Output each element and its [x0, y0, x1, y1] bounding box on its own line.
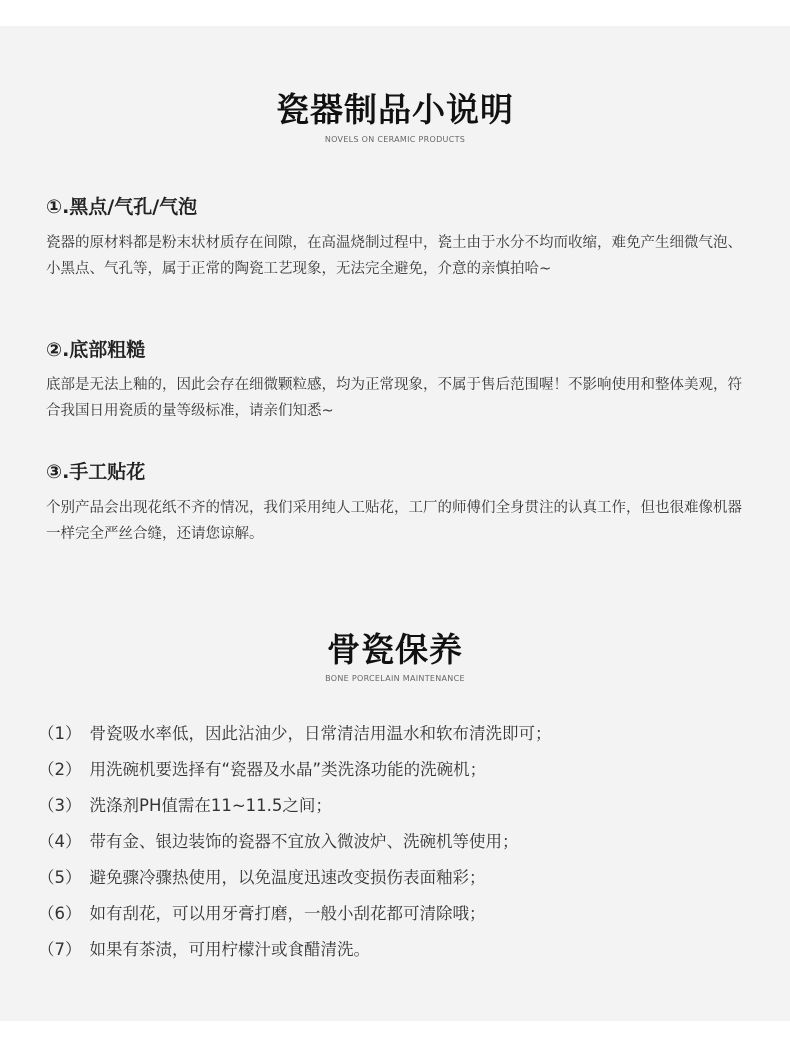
list-item-text: 如果有茶渍，可用柠檬汁或食醋清洗。	[89, 940, 370, 959]
list-item	[38, 936, 552, 972]
list-item-number: （4）	[38, 832, 82, 851]
section-subtitle-bone-china-care: BONE PORCELAIN MAINTENANCE	[325, 674, 465, 683]
list-item-number: （7）	[38, 940, 82, 959]
list-item-number: （3）	[38, 796, 82, 815]
list-item-text: 如有刮花，可以用牙膏打磨，一般小刮花都可清除哦；	[89, 904, 486, 923]
list-item-number: （1）	[38, 724, 82, 743]
list-item-number: （6）	[38, 904, 82, 923]
list-item	[38, 792, 552, 828]
note-heading-black-spots: ①.黑点/气孔/气泡	[46, 196, 198, 218]
section-title-bone-china-care: 骨瓷保养	[327, 630, 463, 669]
list-item	[38, 864, 552, 900]
list-item-text: 带有金、银边装饰的瓷器不宜放入微波炉、洗碗机等使用；	[89, 832, 519, 851]
note-heading-rough-bottom: ②.底部粗糙	[46, 339, 146, 361]
section-subtitle-ceramic-notes: NOVELS ON CERAMIC PRODUCTS	[324, 135, 466, 144]
list-item	[38, 900, 552, 936]
section-title-ceramic-notes: 瓷器制品小说明	[276, 90, 514, 129]
note-body-hand-decal: 个别产品会出现花纸不齐的情况，我们采用纯人工贴花，工厂的师傅们全身贯注的认真工作，但也很难像机器一样完全严丝合缝，还请您谅解。	[46, 500, 742, 542]
care-instructions-list	[38, 720, 552, 972]
list-item-text: 骨瓷吸水率低，因此沾油少，日常清洁用温水和软布清洗即可；	[89, 724, 552, 743]
note-body-black-spots: 瓷器的原材料都是粉末状材质存在间隙，在高温烧制过程中，瓷土由于水分不均而收缩，难免产生细微气泡、小黑点、气孔等，属于正常的陶瓷工艺现象，无法完全避免，介意的亲慎拍哈~	[46, 235, 742, 277]
list-item-number: （5）	[38, 868, 82, 887]
list-item	[38, 828, 552, 864]
list-item-text: 洗涤剂PH值需在11~11.5之间；	[89, 796, 332, 815]
note-body-rough-bottom: 底部是无法上釉的，因此会存在细微颗粒感，均为正常现象，不属于售后范围喔！不影响使用和整体美观，符合我国日用瓷质的量等级标准，请亲们知悉~	[46, 377, 742, 419]
list-item-text: 避免骤冷骤热使用，以免温度迅速改变损伤表面釉彩；	[89, 868, 486, 887]
list-item-number: （2）	[38, 760, 82, 779]
list-item-text: 用洗碗机要选择有“瓷器及水晶”类洗涤功能的洗碗机；	[89, 760, 487, 779]
list-item	[38, 756, 552, 792]
note-heading-hand-decal: ③.手工贴花	[46, 461, 146, 483]
list-item	[38, 720, 552, 756]
